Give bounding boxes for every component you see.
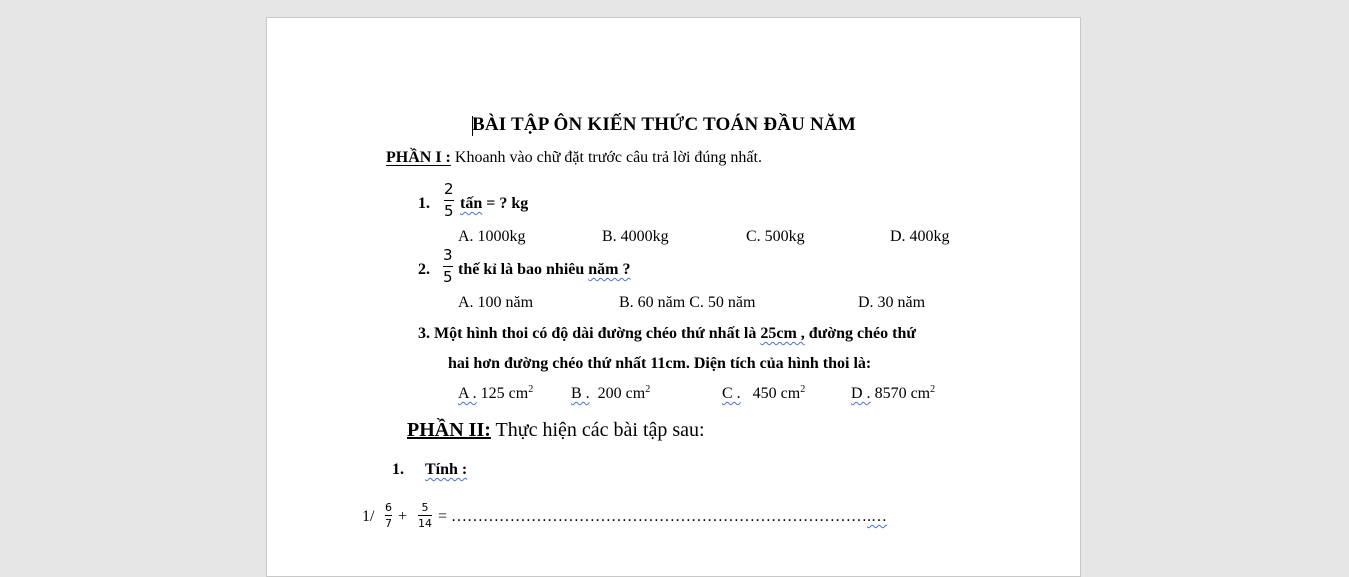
fraction-bar [418,515,432,516]
q3-option-c[interactable] [722,385,805,403]
section1-number: 1. [392,461,404,478]
calc1-frac1-numerator: 6 [385,501,392,514]
q1-option-d[interactable]: D. 400kg [890,228,950,245]
calc1-frac2-denominator: 14 [418,517,432,530]
q3-line2: hai hơn đường chéo thứ nhất 11cm. Diện tích của hình thoi là: [448,355,872,372]
part1-heading: PHẦN I : [386,149,451,166]
q3-option-a[interactable] [458,385,533,403]
q1-option-c[interactable]: C. 500kg [746,228,805,245]
q3-option-b-sup: 2 [645,384,651,395]
calc1-fraction-2 [418,502,432,529]
q3-line1 [418,325,916,343]
q3-option-a-value: 125 cm [480,385,529,402]
q2-number: 2. [418,261,430,278]
calc1-dots-tail: .… [867,508,888,525]
q3-option-d-letter: D . [851,385,871,402]
q1-text-rest: = ? kg [486,195,529,212]
calc1-equals: = [438,508,448,525]
fraction-bar [443,266,453,267]
q3-option-c-value: 450 cm [752,385,801,402]
q1-option-b[interactable]: B. 4000kg [602,228,669,245]
calc1-frac2-numerator: 5 [421,501,429,514]
part1-line [386,149,762,167]
q3-option-b-letter: B . [571,385,590,402]
q1-number: 1. [418,195,430,212]
q1-text-word: tấn [460,195,483,212]
q2-fraction-numerator: 3 [443,246,453,264]
q3-line1-word: 25cm , [760,325,805,342]
page-title: BÀI TẬP ÔN KIẾN THỨC TOÁN ĐẦU NĂM [472,114,857,135]
q2-text-before: thế kỉ là bao nhiêu [458,261,585,278]
q3-option-c-sup: 2 [800,384,806,395]
q2-option-bc[interactable]: B. 60 năm C. 50 năm [619,294,756,311]
fraction-bar [385,515,392,516]
q1-option-a[interactable]: A. 1000kg [458,228,526,245]
calc1-dots: …………………………………………………………………… [451,508,868,525]
calc1-plus: + [398,508,408,525]
part1-instruction: Khoanh vào chữ đặt trước câu trả lời đúng nhất. [454,149,762,166]
q3-option-d-sup: 2 [930,384,936,395]
q3-line1-before: 3. Một hình thoi có độ dài đường chéo thứ nhất là [418,325,757,342]
q3-option-a-sup: 2 [528,384,534,395]
q2-text-word: năm ? [588,261,631,278]
q1-text [460,195,528,213]
document-page[interactable] [266,17,1081,577]
calc1-fraction-1 [385,502,392,529]
q1-fraction-denominator: 5 [444,202,454,220]
q3-option-a-letter: A . [458,385,477,402]
q3-option-d-value: 8570 cm [874,385,931,402]
q1-fraction-numerator: 2 [444,180,454,198]
q3-option-d[interactable] [851,385,935,403]
section1-label [425,461,467,479]
q2-option-d[interactable]: D. 30 năm [858,294,926,311]
q3-option-c-letter: C . [722,385,741,402]
q3-option-b-value: 200 cm [597,385,646,402]
calc1-answer-line [438,508,887,526]
q1-fraction [444,182,454,219]
q3-line1-after: đường chéo thứ [808,325,916,342]
q3-option-b[interactable] [571,385,650,403]
fraction-bar [444,200,454,201]
calc1-prefix: 1/ [362,508,375,525]
part2-line [407,419,705,442]
q2-fraction-denominator: 5 [443,268,453,286]
part2-heading: PHẦN II: [407,419,491,441]
calc1-frac1-denominator: 7 [385,517,392,530]
q2-fraction [443,248,453,285]
section1-label-text: Tính : [425,461,468,478]
q2-option-a[interactable]: A. 100 năm [458,294,534,311]
q2-text [458,261,631,279]
part2-instruction: Thực hiện các bài tập sau: [495,419,705,441]
